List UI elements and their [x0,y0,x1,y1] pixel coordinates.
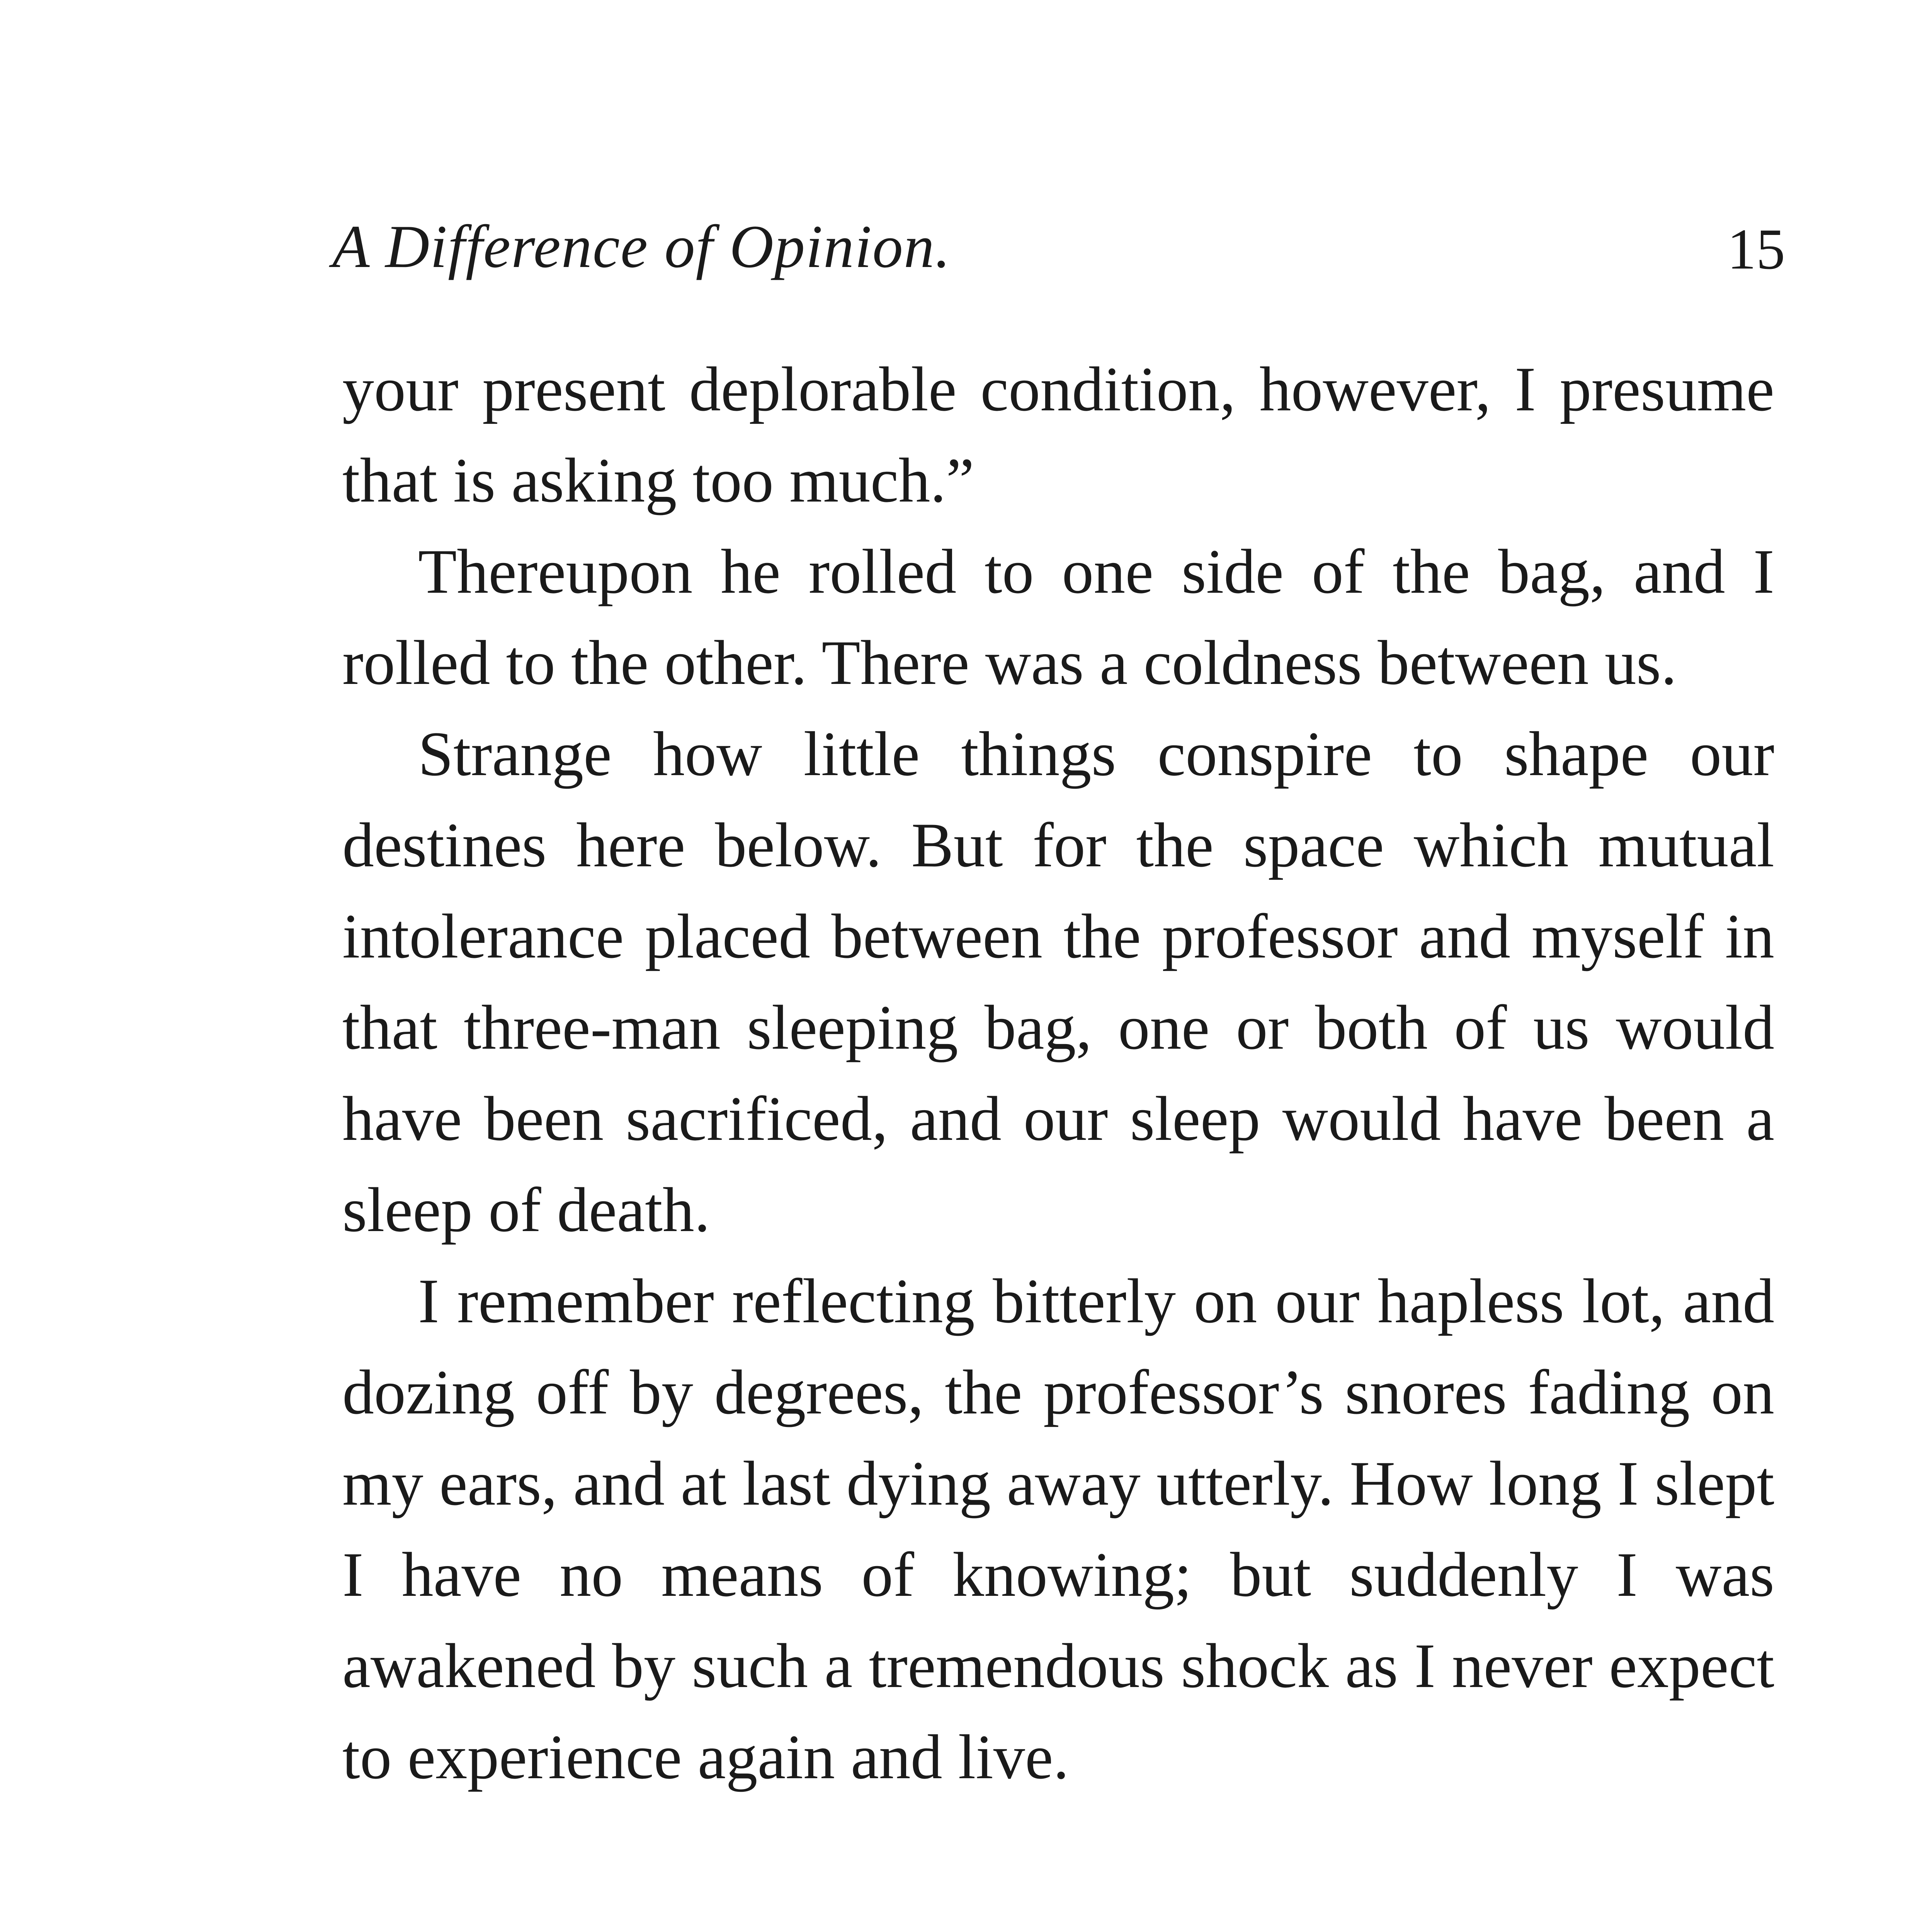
running-title: A Difference of Opinion. [332,213,951,281]
page-number: 15 [1727,217,1785,281]
paragraph-destines: Strange how little things conspire to shape our destines here below. But for the space which mutual intolerance placed between the professor and myself in that three-man sleeping bag, one or both of us would have been sacrificed, and our sleep would have been a sleep of death. [342,719,1774,1245]
paragraph-continued: your present deplorable condition, however, I presume that is asking too much.” [342,354,1774,515]
paragraph-coldness: Thereupon he rolled to one side of the bag, and I rolled to the other. There was a coldness between us. [342,537,1774,698]
paragraph-awakened: I remember reflecting bitterly on our hapless lot, and dozing off by degrees, the professor’s snores fading on my ears, and at last dying away utterly. How long I slept I have no means of knowing; but suddenly I was awakened by such a tremendous shock as I never expect to experience again and live. [342,1266,1774,1792]
body-text [342,344,1774,1803]
running-head [332,213,1785,309]
